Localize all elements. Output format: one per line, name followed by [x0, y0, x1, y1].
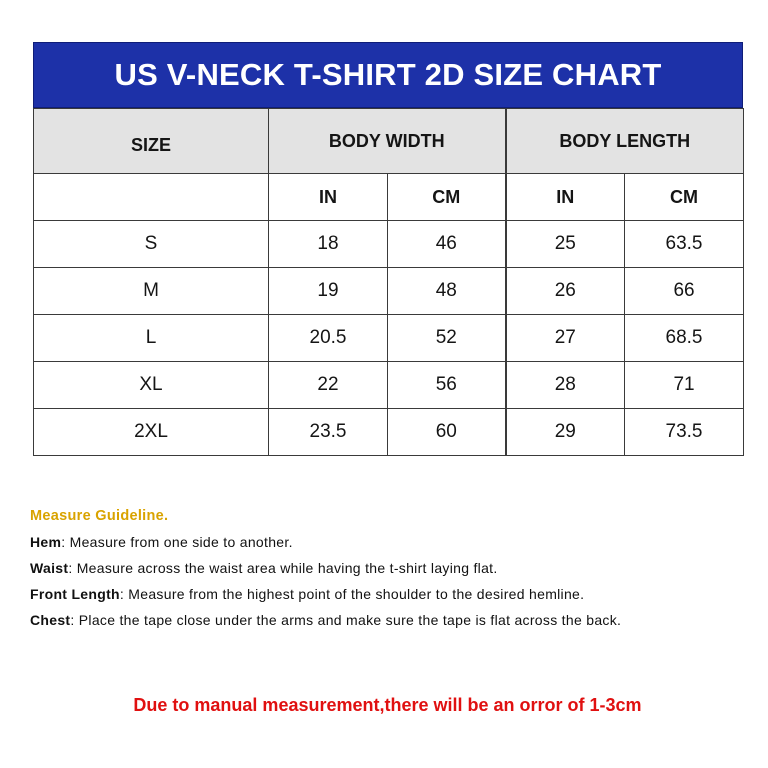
- guideline-text: : Measure from one side to another.: [61, 534, 293, 550]
- width-in-cell: 22: [269, 362, 388, 409]
- guideline-item-waist: [30, 555, 750, 581]
- table-row: [34, 409, 744, 456]
- guideline-title: Measure Guideline.: [30, 508, 169, 524]
- length-in-cell: 25: [506, 221, 625, 268]
- length-in-cell: 29: [506, 409, 625, 456]
- chart-title: US V-NECK T-SHIRT 2D SIZE CHART: [33, 42, 743, 108]
- size-header: SIZE: [34, 109, 269, 174]
- guideline-term: Front Length: [30, 586, 120, 602]
- table-header-row: [34, 109, 744, 174]
- guideline-text: : Place the tape close under the arms and make sure the tape is flat across the back.: [70, 612, 622, 628]
- unit-length-in: IN: [506, 174, 625, 221]
- width-cm-cell: 46: [388, 221, 506, 268]
- size-cell: 2XL: [34, 409, 269, 456]
- length-in-cell: 26: [506, 268, 625, 315]
- guideline-text: : Measure from the highest point of the shoulder to the desired hemline.: [119, 586, 585, 602]
- width-cm-cell: 56: [388, 362, 506, 409]
- length-in-cell: 27: [506, 315, 625, 362]
- width-in-cell: 19: [269, 268, 388, 315]
- table-row: [34, 362, 744, 409]
- width-cm-cell: 60: [388, 409, 506, 456]
- size-cell: L: [34, 315, 269, 362]
- length-cm-cell: 68.5: [625, 315, 744, 362]
- length-cm-cell: 63.5: [625, 221, 744, 268]
- guideline-item-chest: [30, 607, 750, 633]
- unit-row: [34, 174, 744, 221]
- table-row: [34, 268, 744, 315]
- width-in-cell: 20.5: [269, 315, 388, 362]
- width-cm-cell: 48: [388, 268, 506, 315]
- error-note: Due to manual measurement,there will be an orror of 1-3cm: [133, 695, 642, 715]
- guideline-item-front-length: [30, 581, 750, 607]
- unit-width-in: IN: [269, 174, 388, 221]
- size-chart: [33, 42, 743, 456]
- measure-guideline: [30, 503, 750, 633]
- table-row: [34, 221, 744, 268]
- body-length-header: BODY LENGTH: [506, 109, 744, 174]
- unit-width-cm: CM: [388, 174, 506, 221]
- length-cm-cell: 71: [625, 362, 744, 409]
- length-cm-cell: 66: [625, 268, 744, 315]
- size-cell: M: [34, 268, 269, 315]
- size-cell: S: [34, 221, 269, 268]
- unit-blank: [34, 174, 269, 221]
- table-row: [34, 315, 744, 362]
- width-in-cell: 18: [269, 221, 388, 268]
- guideline-text: : Measure across the waist area while having the t-shirt laying flat.: [68, 560, 498, 576]
- width-cm-cell: 52: [388, 315, 506, 362]
- length-cm-cell: 73.5: [625, 409, 744, 456]
- length-in-cell: 28: [506, 362, 625, 409]
- unit-length-cm: CM: [625, 174, 744, 221]
- width-in-cell: 23.5: [269, 409, 388, 456]
- guideline-term: Waist: [30, 560, 69, 576]
- guideline-term: Chest: [30, 612, 71, 628]
- guideline-term: Hem: [30, 534, 62, 550]
- body-width-header: BODY WIDTH: [269, 109, 506, 174]
- guideline-item-hem: [30, 529, 750, 555]
- size-cell: XL: [34, 362, 269, 409]
- size-table: [33, 108, 744, 456]
